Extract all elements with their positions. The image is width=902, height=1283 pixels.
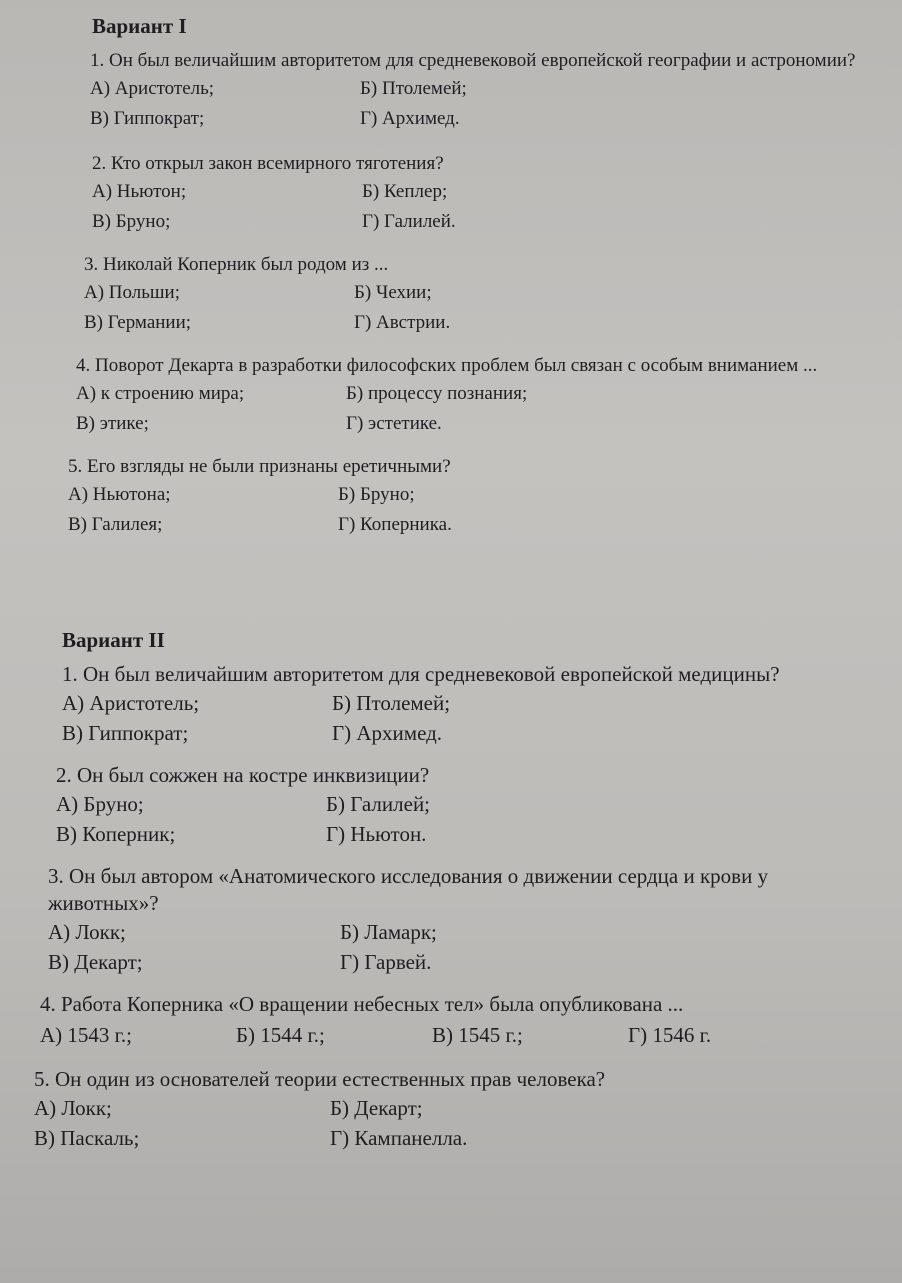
question-3	[48, 863, 892, 977]
answer-option: Б) Декарт;	[330, 1096, 423, 1120]
question-text: 1. Он был величайшим авторитетом для средневековой европейской географии и астрономии?	[90, 50, 856, 71]
question-text: 1. Он был величайшим авторитетом для средневековой европейской медицины?	[62, 662, 780, 686]
answer-option: Г) Австрии.	[354, 312, 451, 333]
answer-option: Г) Коперника.	[338, 514, 452, 535]
answer-option: В) Германии;	[84, 312, 192, 333]
answer-option: Г) Гарвей.	[340, 950, 432, 974]
question-text: 4. Работа Коперника «О вращении небесных тел» была опубликована ...	[40, 992, 684, 1016]
answer-option: Б) Чехии;	[354, 282, 432, 303]
variant-2	[34, 628, 892, 1167]
answer-row	[76, 379, 882, 409]
answer-row	[76, 409, 882, 439]
answer-option: Б) Птолемей;	[360, 78, 467, 99]
question-5	[34, 1066, 892, 1153]
answer-row	[68, 510, 882, 540]
answer-option: Б) Птолемей;	[332, 691, 451, 715]
answer-option: В) Коперник;	[56, 822, 176, 846]
answer-option: А) 1543 г.;	[40, 1023, 132, 1047]
answer-row	[34, 1123, 892, 1153]
answer-row	[92, 177, 882, 207]
answer-option: Г) Галилей.	[362, 211, 456, 232]
question-3	[84, 251, 882, 338]
answer-option: Б) Ламарк;	[340, 920, 437, 944]
answer-option: А) Ньютон;	[92, 181, 187, 202]
answer-row	[68, 480, 882, 510]
answer-option: Г) эстетике.	[346, 413, 442, 434]
answer-option: Г) 1546 г.	[628, 1023, 712, 1047]
answer-row	[84, 308, 882, 338]
variant-1	[68, 14, 882, 554]
question-text: 5. Его взгляды не были признаны еретичными?	[68, 456, 451, 477]
answer-option: Г) Кампанелла.	[330, 1126, 468, 1150]
answer-option: Б) 1544 г.;	[236, 1023, 325, 1047]
answer-row	[56, 789, 892, 819]
answer-option: В) Декарт;	[48, 950, 143, 974]
answer-option: Б) процессу познания;	[346, 383, 528, 404]
variant-title: Вариант II	[62, 628, 165, 652]
answer-option: В) этике;	[76, 413, 149, 434]
question-4	[76, 352, 882, 439]
question-1	[90, 47, 882, 134]
question-text: 3. Он был автором «Анатомического исследования о движении сердца и крови у животных»?	[48, 864, 769, 915]
question-1	[62, 661, 892, 748]
answer-option: А) к строению мира;	[76, 383, 245, 404]
answer-option: В) 1545 г.;	[432, 1023, 523, 1047]
question-text: 5. Он один из основателей теории естественных прав человека?	[34, 1067, 606, 1091]
answer-row	[48, 917, 892, 947]
question-text: 3. Николай Коперник был родом из ...	[84, 254, 389, 275]
answer-option: А) Локк;	[48, 920, 126, 944]
answer-row	[92, 207, 882, 237]
answer-row	[90, 104, 882, 134]
answer-option: В) Бруно;	[92, 211, 171, 232]
variant-title: Вариант I	[92, 14, 187, 38]
question-5	[68, 453, 882, 540]
answer-option: А) Аристотель;	[62, 691, 200, 715]
answer-option: А) Ньютона;	[68, 484, 171, 505]
answer-option: Г) Ньютон.	[326, 822, 427, 846]
answer-option: Б) Кеплер;	[362, 181, 448, 202]
answer-option: В) Паскаль;	[34, 1126, 140, 1150]
answer-option: Б) Бруно;	[338, 484, 415, 505]
answer-option: В) Гиппократ;	[90, 108, 205, 129]
question-text: 4. Поворот Декарта в разработки философских проблем был связан с особым вниманием ...	[76, 355, 818, 376]
answer-row	[40, 1018, 892, 1052]
answer-option: А) Аристотель;	[90, 78, 215, 99]
answer-row	[90, 74, 882, 104]
answer-row	[34, 1093, 892, 1123]
answer-row	[48, 947, 892, 977]
answer-option: Б) Галилей;	[326, 792, 431, 816]
answer-option: А) Польши;	[84, 282, 180, 303]
question-text: 2. Он был сожжен на костре инквизиции?	[56, 763, 430, 787]
answer-option: В) Галилея;	[68, 514, 163, 535]
question-2	[92, 150, 882, 237]
answer-option: Г) Архимед.	[332, 721, 443, 745]
question-4	[40, 991, 892, 1052]
answer-row	[62, 718, 892, 748]
question-text: 2. Кто открыл закон всемирного тяготения?	[92, 153, 444, 174]
answer-option: Г) Архимед.	[360, 108, 460, 129]
answer-row	[56, 819, 892, 849]
answer-row	[84, 278, 882, 308]
answer-row	[62, 688, 892, 718]
answer-option: А) Локк;	[34, 1096, 112, 1120]
question-2	[56, 762, 892, 849]
answer-option: В) Гиппократ;	[62, 721, 189, 745]
answer-option: А) Бруно;	[56, 792, 144, 816]
